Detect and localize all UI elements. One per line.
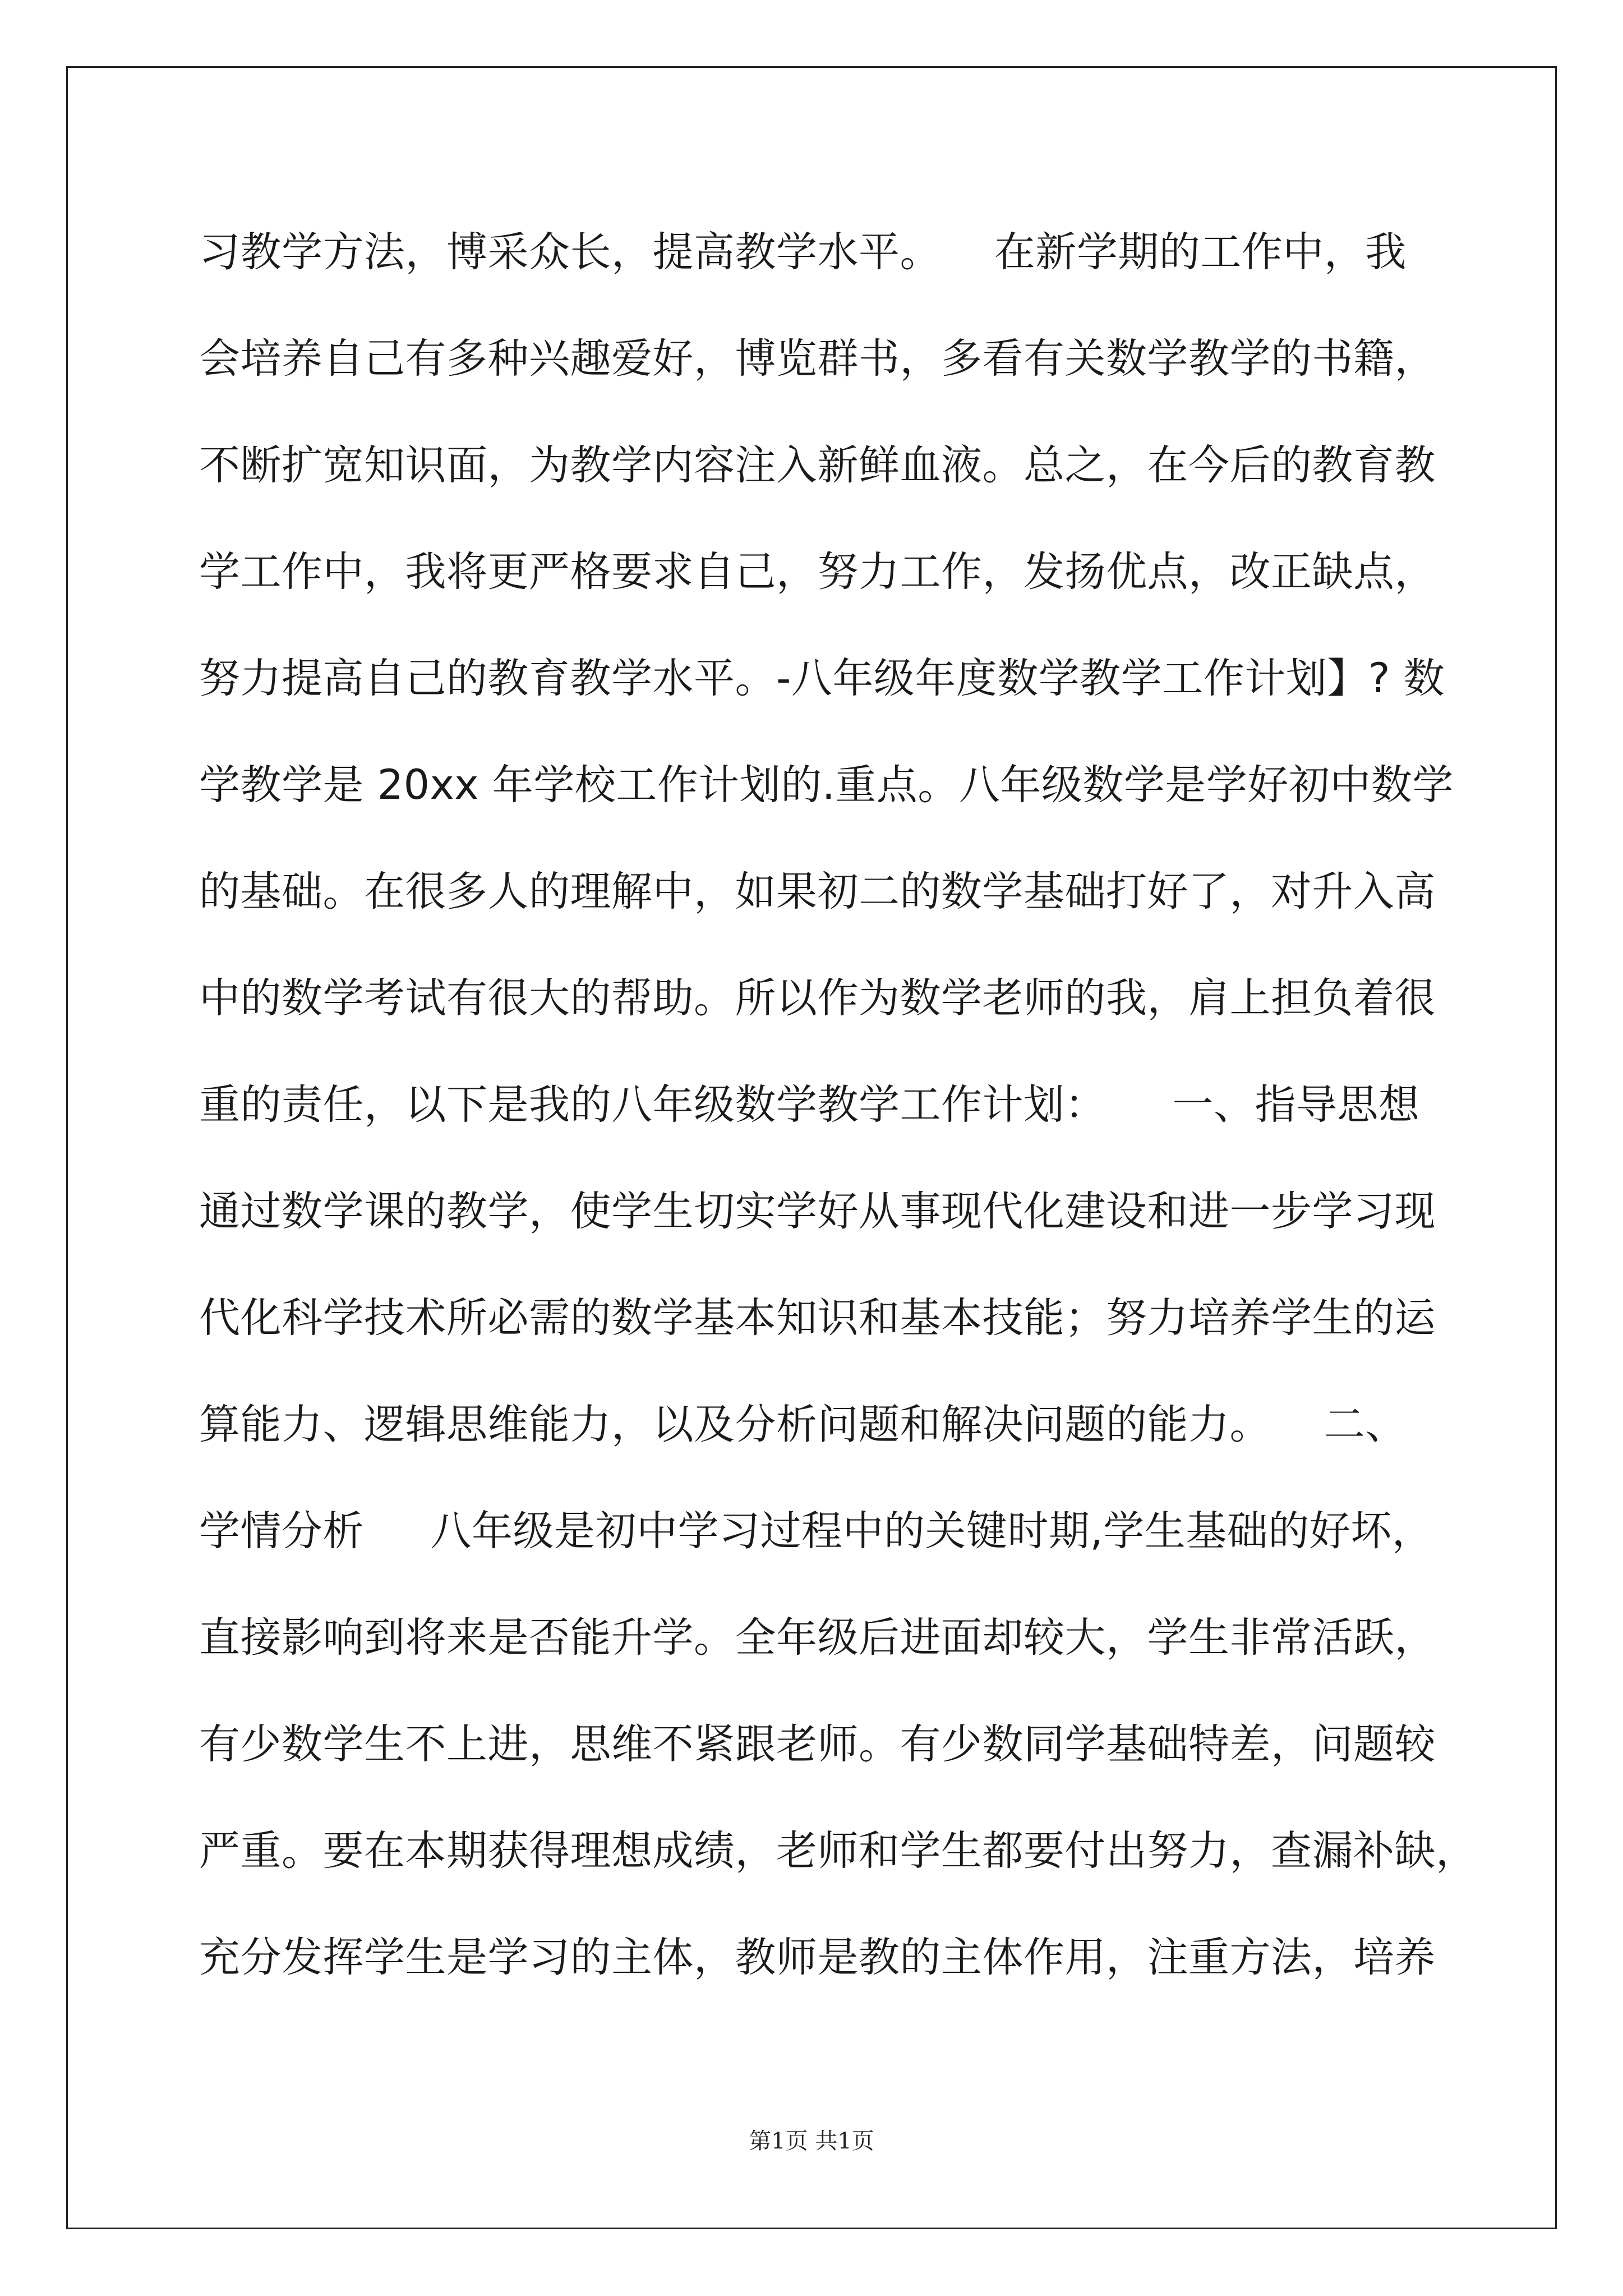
text-line: 严重。要在本期获得理想成绩，老师和学生都要付出努力，查漏补缺，: [199, 1827, 1477, 1875]
text-line: 不断扩宽知识面，为教学内容注入新鲜血液。总之，在今后的教育教: [199, 441, 1436, 489]
text-line: 有少数学生不上进，思维不紧跟老师。有少数同学基础特差，问题较: [199, 1720, 1436, 1768]
text-line: 通过数学课的教学，使学生切实学好从事现代化建设和进一步学习现: [199, 1188, 1436, 1235]
text-line: 重的责任，以下是我的八年级数学教学工作计划： 一、指导思想: [199, 1081, 1420, 1129]
text-line: 学情分析 八年级是初中学习过程中的关键时期,学生基础的好坏，: [199, 1507, 1433, 1555]
page-number-footer: 第1页 共1页: [749, 2128, 874, 2154]
text-line: 中的数学考试有很大的帮助。所以作为数学老师的我，肩上担负着很: [199, 974, 1436, 1022]
text-line: 充分发挥学生是学习的主体，教师是教的主体作用，注重方法，培养: [199, 1934, 1436, 1981]
document-body: [199, 216, 1477, 2028]
text-line: 努力提高自己的教育教学水平。-八年级年度数学教学工作计划】? 数: [199, 655, 1445, 702]
text-line: 的基础。在很多人的理解中，如果初二的数学基础打好了，对升入高: [199, 868, 1436, 915]
text-line: 会培养自己有多种兴趣爱好，博览群书，多看有关数学教学的书籍，: [199, 335, 1436, 383]
text-line: 学教学是 20xx 年学校工作计划的.重点。八年级数学是学好初中数学: [199, 761, 1454, 809]
text-line: 直接影响到将来是否能升学。全年级后进面却较大，学生非常活跃，: [199, 1614, 1436, 1662]
text-line: 算能力、逻辑思维能力，以及分析问题和解决问题的能力。 二、: [199, 1401, 1407, 1448]
text-line: 学工作中，我将更严格要求自己，努力工作，发扬优点，改正缺点，: [199, 548, 1436, 596]
text-line: 代化科学技术所必需的数学基本知识和基本技能；努力培养学生的运: [199, 1294, 1436, 1342]
text-line: 习教学方法，博采众长，提高教学水平。 在新学期的工作中，我: [199, 228, 1407, 276]
